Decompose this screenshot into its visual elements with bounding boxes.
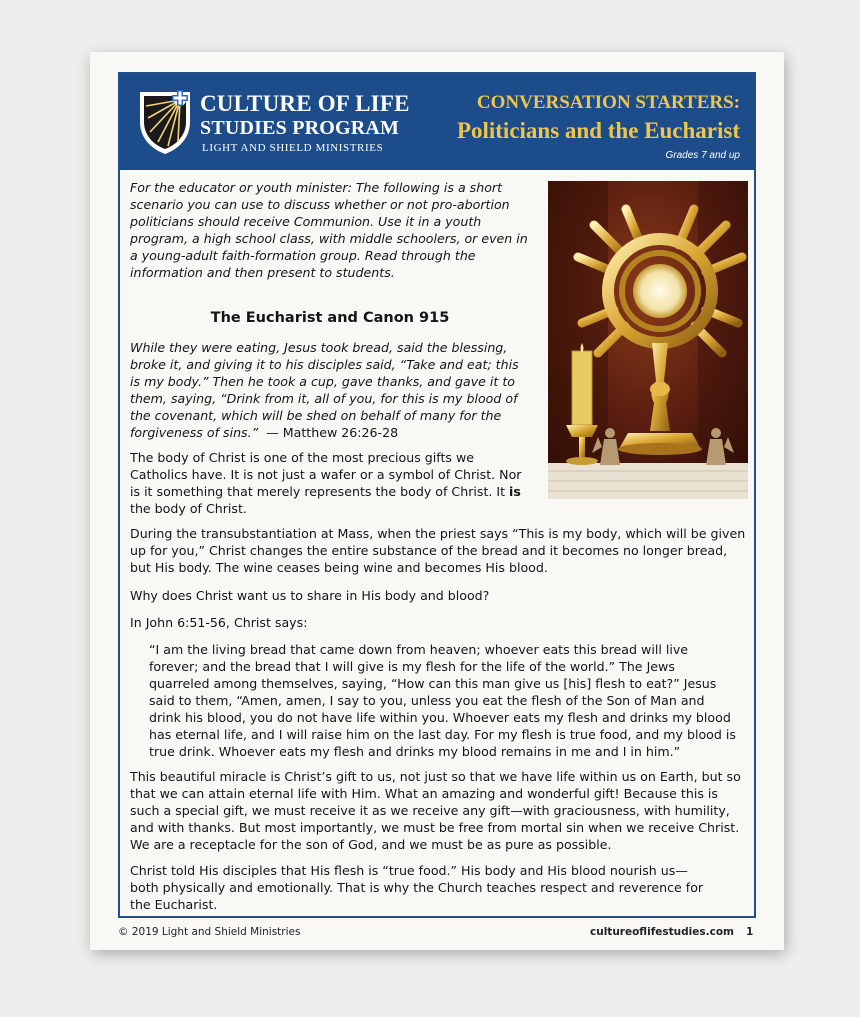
monstrance-photo [548,181,748,499]
paragraph-john-intro: In John 6:51-56, Christ says: [130,615,308,630]
header-banner [120,74,754,170]
footer-copyright: © 2019 Light and Shield Ministries [118,926,301,938]
section-heading: The Eucharist and Canon 915 [210,310,450,326]
paragraph-true-food: Christ told His disciples that His flesh is “true food.” His body and His blood nourish us—both physically and emotionally. That is why the Church teaches respect and reverence for the Eucharist. [130,863,704,912]
org-subtitle: LIGHT AND SHIELD MINISTRIES [202,142,384,154]
grade-level: Grades 7 and up [665,150,740,161]
paragraph-transubstantiation: During the transubstantiation at Mass, when the priest says “This is my body, which will be given up for you,” Christ changes the entire substance of the bread and it becomes no longer bread, but His body. The wine ceases being wine and becomes His blood. [130,526,746,575]
footer-page-number: 1 [746,926,754,938]
paragraph-body-of-christ-text: The body of Christ is one of the most precious gifts we Catholics have. It is not just a wafer or a symbol of Christ. Nor is it something that merely represents the body of Christ. It [130,450,522,499]
emphasis-is: is [509,484,521,499]
intro-paragraph: For the educator or youth minister: The following is a short scenario you can use to discuss whether or not pro-abortion politicians should receive Communion. Use it in a youth program, a high school class, with middle schoolers, or even in a young-adult faith-formation group. Read through the information and then present to students. [130,180,528,280]
footer-website: cultureoflifestudies.com [590,926,734,938]
org-name-line1: CULTURE OF LIFE [200,91,410,116]
paragraph-miracle: This beautiful miracle is Christ’s gift to us, not just so that we have life within us on Earth, but so that we can attain eternal life with Him. What an amazing and wonderful gift! Because this is such a special gift, we must receive it as we receive any gift—with graciousness, with humility, and with thanks. But most importantly, we must be free from mortal sin when we receive Christ. We are a receptacle for the son of God, and we must be as pure as possible. [130,769,741,852]
page-title: Politicians and the Eucharist [456,118,740,143]
paragraph-body-of-christ-end: the body of Christ. [130,501,247,516]
shield-sunburst-cross-icon [136,88,194,156]
org-name-line2: STUDIES PROGRAM [200,117,400,139]
scripture-citation: — Matthew 26:26-28 [266,425,399,440]
paragraph-question: Why does Christ want us to share in His body and blood? [130,588,490,603]
scripture-text: While they were eating, Jesus took bread, said the blessing, broke it, and giving it to his disciples said, “Take and eat; this is my body.” Then he took a cup, gave thanks, and gave it to them, saying, “Drink from it, all of you, for this is my blood of the covenant, which will be shed on behalf of many for the forgiveness of sins.” [130,340,519,440]
org-name [200,92,410,140]
paragraph-body-of-christ [130,449,530,517]
block-quote-john: “I am the living bread that came down from heaven; whoever eats this bread will live forever; and the bread that I will give is my flesh for the life of the world.” The Jews quarreled among themselves, saying, “How can this man give us [his] flesh to eat?” Jesus said to them, “Amen, amen, I say to you, unless you eat the flesh of the Son of Man and drink his blood, you do not have life within you. Whoever eats my flesh and drinks my blood has eternal life, and I will raise him on the last day. For my flesh is true food, and my blood is true drink. Whoever eats my flesh and drinks my blood remains in me and I in him.” [149,642,736,759]
scripture-quote [130,339,530,441]
kicker: CONVERSATION STARTERS: [476,92,740,113]
